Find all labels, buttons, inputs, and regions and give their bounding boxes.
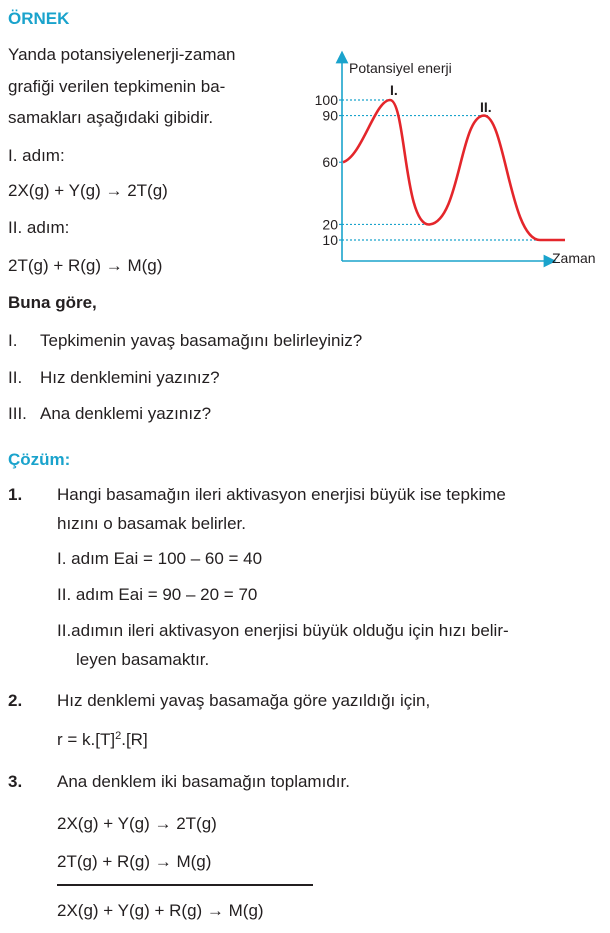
solution-title: Çözüm: [8, 450, 71, 469]
solution-1-line-1: Hangi basamağın ileri aktivasyon enerjisi büyük ise tepkime [57, 485, 506, 504]
y-tick-label: 10 [322, 232, 338, 248]
sum-equation-2: 2T(g) + R(g) → M(g) [57, 852, 212, 871]
y-tick-label: 60 [322, 154, 338, 171]
peak-label-1: I. [390, 82, 398, 98]
step-1-equation: 2X(g) + Y(g) → 2T(g) [8, 181, 168, 200]
y-tick-label: 90 [322, 107, 338, 124]
example-title: ÖRNEK [8, 9, 70, 28]
question-1-text: Tepkimenin yavaş basamağını belirleyiniz? [40, 331, 363, 350]
question-1-numeral: I. [8, 331, 18, 350]
rate-equation-suffix: .[R] [121, 730, 148, 749]
solution-1-line-2: hızını o basamak belirler. [57, 514, 246, 533]
question-3-text: Ana denklemi yazınız? [40, 404, 212, 423]
energy-curve [343, 100, 565, 240]
question-2-numeral: II. [8, 368, 23, 387]
intro-line-3: samakları aşağıdaki gibidir. [8, 108, 214, 127]
question-2-text: Hız denklemini yazınız? [40, 368, 220, 387]
solution-3-number: 3. [8, 772, 23, 791]
step-2-label: II. adım: [8, 218, 70, 237]
rate-equation-prefix: r = k.[T] [57, 730, 116, 749]
solution-1-conclusion-2: leyen basamaktır. [76, 650, 210, 669]
solution-3-text: Ana denklem iki basamağın toplamıdır. [57, 772, 350, 791]
rate-equation-exponent: 2 [115, 730, 122, 742]
rate-equation [57, 730, 148, 750]
step-1-label: I. adım: [8, 146, 65, 165]
solution-2-number: 2. [8, 691, 23, 710]
overall-equation: 2X(g) + Y(g) + R(g) → M(g) [57, 901, 264, 920]
question-heading: Buna göre, [8, 293, 97, 312]
question-3-numeral: III. [8, 404, 27, 423]
solution-1-number: 1. [8, 485, 23, 504]
sum-divider [57, 884, 313, 886]
intro-line-2: grafiği verilen tepkimenin ba- [8, 77, 226, 96]
y-axis-label: Potansiyel enerji [349, 60, 452, 76]
peak-label-2: II. [480, 99, 492, 115]
solution-1-conclusion-1: II.adımın ileri aktivasyon enerjisi büyük olduğu için hızı belir- [57, 621, 509, 640]
solution-1-calc-1: I. adım Eai = 100 – 60 = 40 [57, 549, 263, 568]
x-axis-label: Zaman [552, 250, 596, 266]
step-2-equation: 2T(g) + R(g) → M(g) [8, 256, 163, 275]
potential-energy-chart [300, 55, 610, 270]
sum-equation-1: 2X(g) + Y(g) → 2T(g) [57, 814, 217, 833]
y-tick-label: 20 [322, 216, 338, 233]
solution-2-text: Hız denklemi yavaş basamağa göre yazıldığı için, [57, 691, 431, 710]
intro-line-1: Yanda potansiyelenerji-zaman [8, 45, 236, 64]
y-tick-label: 100 [314, 92, 338, 108]
solution-1-calc-2: II. adım Eai = 90 – 20 = 70 [57, 585, 258, 604]
